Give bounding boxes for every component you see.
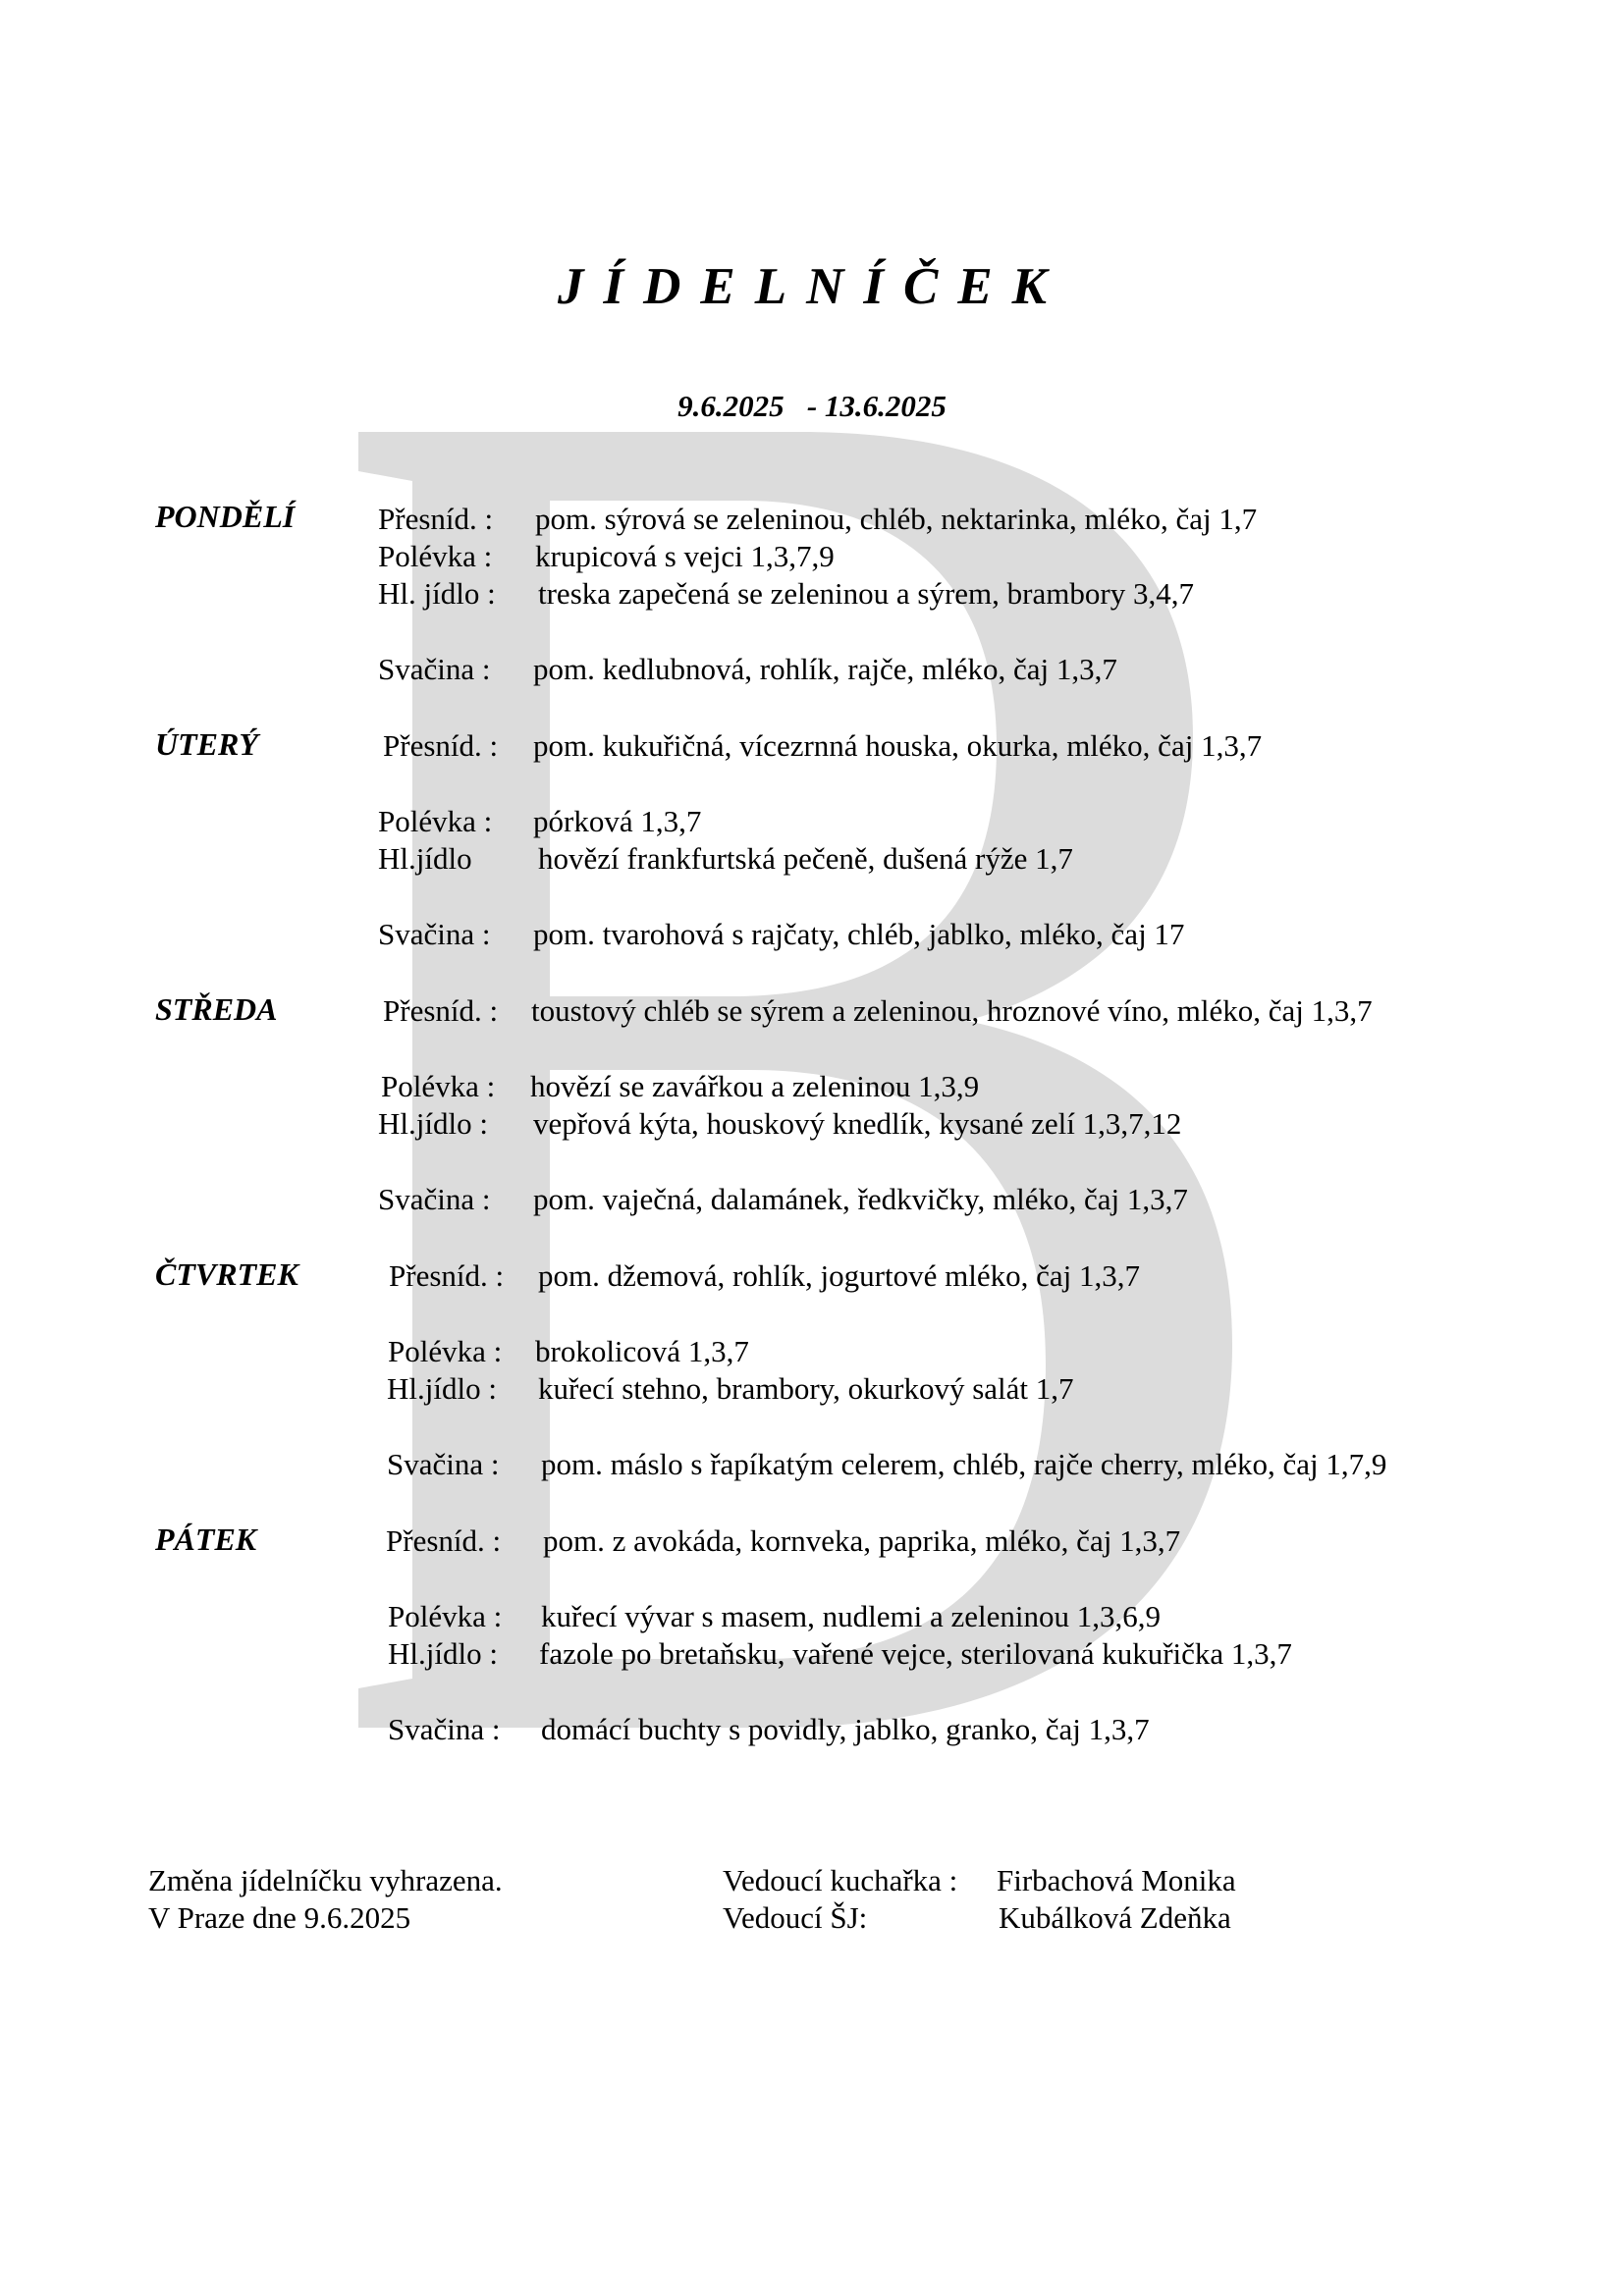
meal-text: treska zapečená se zeleninou a sýrem, brambory 3,4,7 (538, 576, 1194, 611)
meal-label: Polévka : (378, 804, 493, 838)
day-friday: PÁTEK (155, 1522, 257, 1557)
meal-text: pom. z avokáda, kornveka, paprika, mléko, čaj 1,3,7 (543, 1523, 1181, 1558)
meal-label: Přesníd. : (378, 502, 494, 536)
meal-text: krupicová s vejci 1,3,7,9 (535, 539, 835, 573)
meal-text: pórková 1,3,7 (533, 804, 702, 838)
head-cook-name: Firbachová Monika (997, 1863, 1236, 1897)
place-date: V Praze dne 9.6.2025 (148, 1900, 411, 1935)
meal-label: Přesníd. : (386, 1523, 502, 1558)
meal-label: Svačina : (388, 1712, 501, 1746)
meal-label: Polévka : (388, 1599, 503, 1633)
meal-text: domácí buchty s povidly, jablko, granko, čaj 1,3,7 (541, 1712, 1150, 1746)
meal-text: pom. kedlubnová, rohlík, rajče, mléko, čaj 1,3,7 (533, 652, 1117, 686)
meal-label: Přesníd. : (383, 993, 499, 1028)
day-monday: PONDĚLÍ (155, 499, 296, 534)
day-wednesday: STŘEDA (155, 991, 278, 1027)
meal-text: pom. džemová, rohlík, jogurtové mléko, čaj 1,3,7 (538, 1258, 1140, 1293)
meal-text: pom. sýrová se zeleninou, chléb, nektarinka, mléko, čaj 1,7 (535, 502, 1258, 536)
meal-text: hovězí frankfurtská pečeně, dušená rýže 1,7 (538, 841, 1073, 876)
meal-label: Svačina : (378, 652, 491, 686)
meal-label: Hl. jídlo : (378, 576, 496, 611)
date-range: 9.6.2025 - 13.6.2025 (677, 389, 947, 423)
meal-text: brokolicová 1,3,7 (535, 1334, 749, 1368)
meal-text: vepřová kýta, houskový knedlík, kysané zelí 1,3,7,12 (533, 1106, 1182, 1141)
meal-label: Polévka : (381, 1069, 496, 1103)
meal-label: Hl.jídlo : (387, 1371, 497, 1406)
meal-text: fazole po bretaňsku, vařené vejce, sterilovaná kukuřička 1,3,7 (539, 1636, 1292, 1671)
canteen-head-name: Kubálková Zdeňka (999, 1900, 1231, 1935)
meal-text: pom. kukuřičná, vícezrnná houska, okurka, mléko, čaj 1,3,7 (533, 728, 1263, 763)
meal-text: toustový chléb se sýrem a zeleninou, hroznové víno, mléko, čaj 1,3,7 (531, 993, 1373, 1028)
meal-label: Hl.jídlo (378, 841, 472, 876)
canteen-head-label: Vedoucí ŠJ: (723, 1900, 868, 1935)
day-tuesday: ÚTERÝ (155, 726, 258, 762)
meal-label: Polévka : (388, 1334, 503, 1368)
page-title: JÍDELNÍČEK (557, 258, 1067, 315)
meal-label: Přesníd. : (389, 1258, 505, 1293)
meal-label: Hl.jídlo : (388, 1636, 498, 1671)
change-note: Změna jídelníčku vyhrazena. (148, 1863, 503, 1897)
meal-label: Svačina : (378, 1182, 491, 1216)
meal-text: pom. vaječná, dalamánek, ředkvičky, mléko, čaj 1,3,7 (533, 1182, 1188, 1216)
meal-label: Hl.jídlo : (378, 1106, 488, 1141)
meal-label: Přesníd. : (383, 728, 499, 763)
meal-label: Svačina : (387, 1447, 500, 1481)
meal-text: pom. tvarohová s rajčaty, chléb, jablko, mléko, čaj 17 (533, 917, 1185, 951)
meal-text: kuřecí stehno, brambory, okurkový salát 1,7 (538, 1371, 1074, 1406)
meal-label: Polévka : (378, 539, 493, 573)
day-thursday: ČTVRTEK (155, 1256, 298, 1292)
head-cook-label: Vedoucí kuchařka : (723, 1863, 958, 1897)
meal-label: Svačina : (378, 917, 491, 951)
meal-text: pom. máslo s řapíkatým celerem, chléb, rajče cherry, mléko, čaj 1,7,9 (541, 1447, 1387, 1481)
meal-text: hovězí se zavářkou a zeleninou 1,3,9 (530, 1069, 980, 1103)
meal-text: kuřecí vývar s masem, nudlemi a zeleninou 1,3,6,9 (541, 1599, 1162, 1633)
